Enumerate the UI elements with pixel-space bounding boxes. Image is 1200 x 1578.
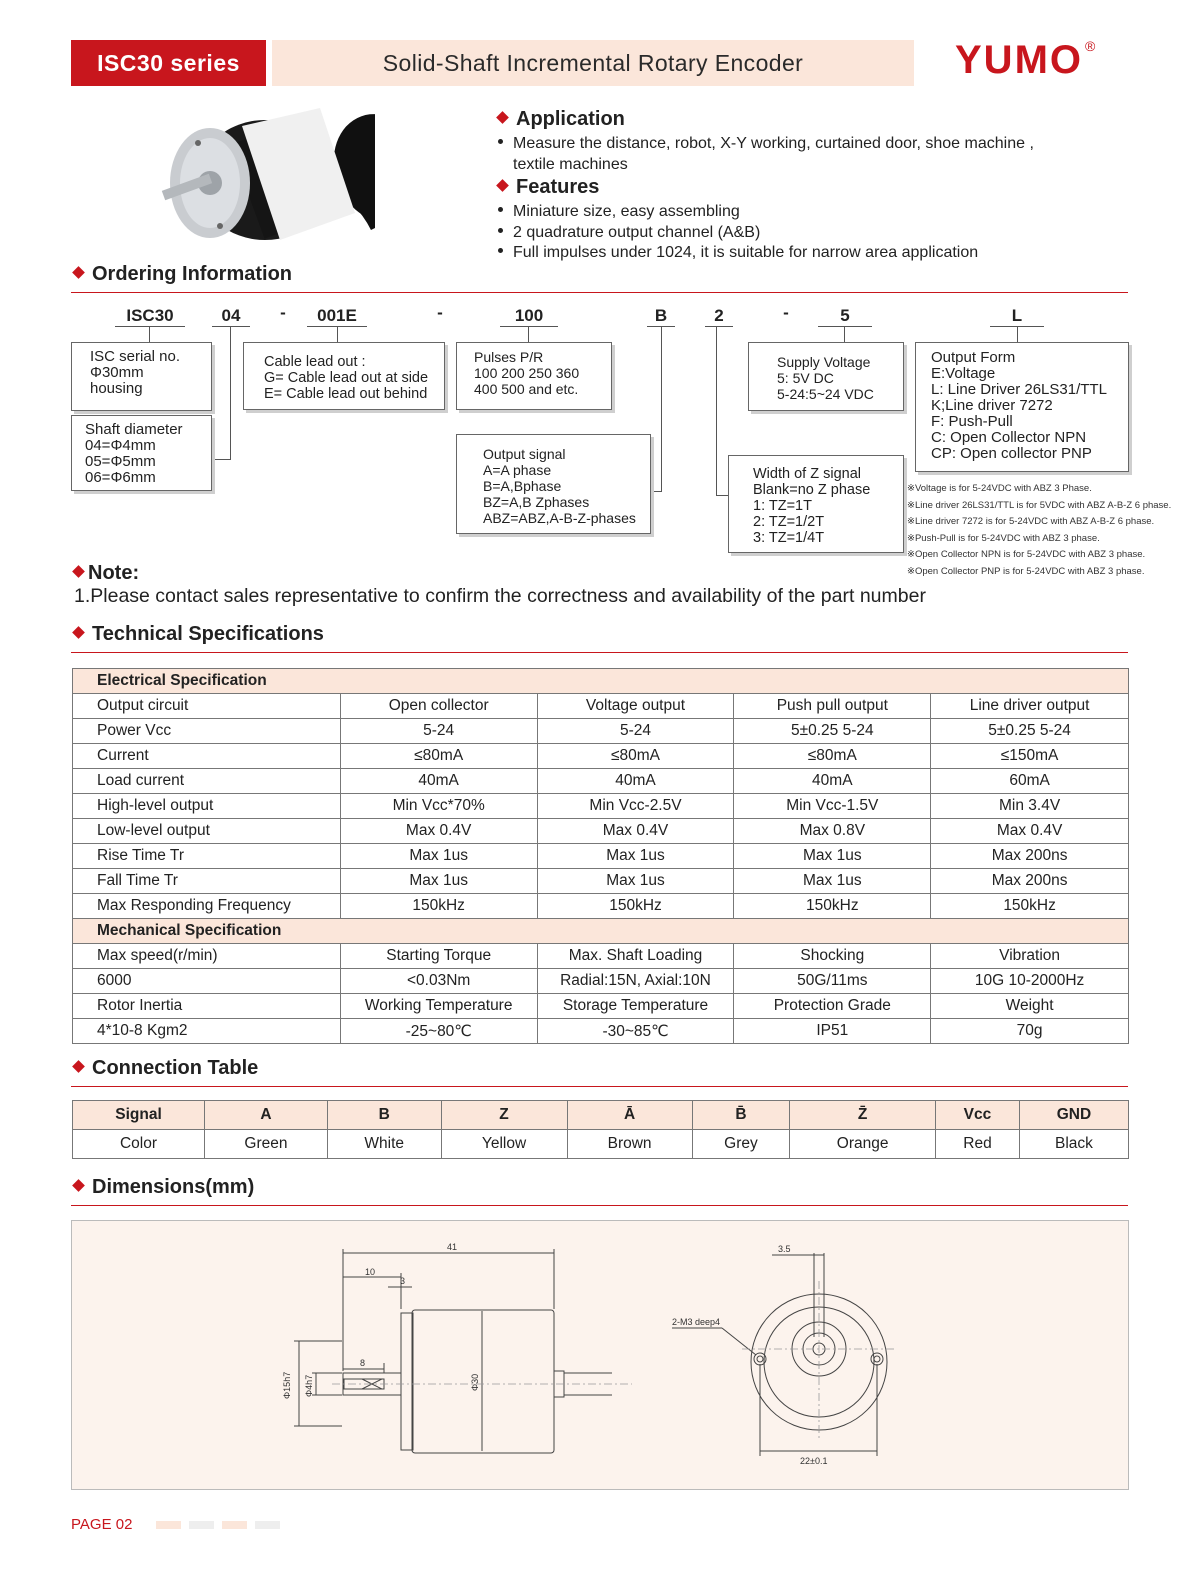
dim-label: Φ30 bbox=[470, 1373, 480, 1391]
table-cell: 50G/11ms bbox=[734, 969, 931, 994]
table-cell: Max 0.4V bbox=[931, 819, 1129, 844]
table-row bbox=[73, 869, 1129, 894]
table-cell: High-level output bbox=[73, 794, 341, 819]
mechanical-rows bbox=[73, 944, 1129, 1044]
list-item: Full impulses under 1024, it is suitable for narrow area application bbox=[498, 243, 978, 264]
table-cell: Voltage output bbox=[537, 694, 734, 719]
ordering-footnotes bbox=[907, 481, 1171, 580]
table-row bbox=[73, 694, 1129, 719]
table-cell: ≤150mA bbox=[931, 744, 1129, 769]
table-cell: 5-24 bbox=[340, 719, 537, 744]
table-cell: -30~85℃ bbox=[537, 1019, 734, 1044]
footer-decor-bar bbox=[156, 1521, 181, 1529]
table-cell: Orange bbox=[790, 1130, 936, 1159]
electrical-heading: Electrical Specification bbox=[73, 669, 1129, 694]
dim-label: 3.5 bbox=[778, 1244, 791, 1254]
dim-label: 22±0.1 bbox=[800, 1456, 828, 1466]
list-item: Miniature size, easy assembling bbox=[498, 202, 978, 223]
table-cell: Max 200ns bbox=[931, 844, 1129, 869]
features-heading: Features bbox=[498, 176, 599, 199]
shaft-box: Shaft diameter 04=Φ4mm 05=Φ5mm 06=Φ6mm bbox=[71, 415, 212, 491]
connector-line bbox=[716, 327, 717, 496]
diamond-bullet-icon bbox=[496, 179, 509, 192]
connector-line bbox=[1017, 327, 1018, 342]
list-item: 2 quadrature output channel (A&B) bbox=[498, 223, 978, 244]
table-cell: B bbox=[327, 1101, 441, 1130]
table-cell: Min Vcc-2.5V bbox=[537, 794, 734, 819]
table-cell: Brown bbox=[567, 1130, 692, 1159]
diamond-bullet-icon bbox=[72, 266, 85, 279]
footnote: ※Line driver 26LS31/TTL is for 5VDC with ABZ A-B-Z 6 phase. bbox=[907, 499, 1172, 511]
output-signal-box: Output signal A=A phase B=A,Bphase BZ=A,B Zphases ABZ=ABZ,A-B-Z-phases bbox=[456, 434, 651, 534]
connector-line bbox=[149, 327, 150, 342]
table-cell: ≤80mA bbox=[340, 744, 537, 769]
dim-label: Φ4h7 bbox=[304, 1374, 314, 1397]
table-cell: Min 3.4V bbox=[931, 794, 1129, 819]
table-cell: <0.03Nm bbox=[340, 969, 537, 994]
z-width-box: Width of Z signal Blank=no Z phase 1: TZ=1T 2: TZ=1/2T 3: TZ=1/4T bbox=[728, 455, 904, 553]
table-cell: Starting Torque bbox=[340, 944, 537, 969]
table-cell: 5±0.25 5-24 bbox=[931, 719, 1129, 744]
table-cell: 70g bbox=[931, 1019, 1129, 1044]
table-cell: Yellow bbox=[441, 1130, 567, 1159]
list-item: textile machines bbox=[513, 155, 628, 173]
table-row bbox=[73, 794, 1129, 819]
bullet-icon bbox=[498, 207, 503, 212]
table-cell: Output circuit bbox=[73, 694, 341, 719]
table-cell: Z̄ bbox=[790, 1101, 936, 1130]
code-shaft: 04 bbox=[212, 306, 250, 327]
brand-logo: YUMO bbox=[955, 38, 1083, 82]
table-cell: 40mA bbox=[340, 769, 537, 794]
features-list bbox=[498, 202, 978, 264]
table-cell: Protection Grade bbox=[734, 994, 931, 1019]
table-cell: Vibration bbox=[931, 944, 1129, 969]
table-cell: Working Temperature bbox=[340, 994, 537, 1019]
list-item: Measure the distance, robot, X-Y working, curtained door, shoe machine , bbox=[498, 134, 1034, 155]
table-cell: Ā bbox=[567, 1101, 692, 1130]
connector-line bbox=[661, 327, 662, 492]
footer-decor-bar bbox=[189, 1521, 214, 1529]
table-cell: Shocking bbox=[734, 944, 931, 969]
code-signal: B bbox=[647, 306, 675, 327]
table-cell: 150kHz bbox=[340, 894, 537, 919]
table-cell: Max 0.4V bbox=[340, 819, 537, 844]
table-row bbox=[73, 744, 1129, 769]
bullet-icon bbox=[498, 139, 503, 144]
electrical-rows bbox=[73, 694, 1129, 919]
table-cell: 150kHz bbox=[931, 894, 1129, 919]
connector-line bbox=[528, 327, 529, 342]
diamond-bullet-icon bbox=[72, 565, 85, 578]
diamond-bullet-icon bbox=[72, 1060, 85, 1073]
table-cell: 5±0.25 5-24 bbox=[734, 719, 931, 744]
table-row bbox=[73, 844, 1129, 869]
dim-label: 41 bbox=[447, 1242, 458, 1252]
section-divider bbox=[71, 652, 1128, 653]
table-cell: B̄ bbox=[692, 1101, 790, 1130]
table-row bbox=[73, 969, 1129, 994]
table-cell: Storage Temperature bbox=[537, 994, 734, 1019]
table-cell: -25~80℃ bbox=[340, 1019, 537, 1044]
connector-line bbox=[844, 327, 845, 342]
table-cell: Black bbox=[1019, 1130, 1128, 1159]
electrical-heading-row bbox=[73, 669, 1129, 694]
cable-box: Cable lead out : G= Cable lead out at side E= Cable lead out behind bbox=[243, 342, 445, 410]
table-row bbox=[73, 1019, 1129, 1044]
table-cell: Red bbox=[936, 1130, 1020, 1159]
table-cell: Grey bbox=[692, 1130, 790, 1159]
table-cell: Max Responding Frequency bbox=[73, 894, 341, 919]
table-cell: Line driver output bbox=[931, 694, 1129, 719]
application-list bbox=[498, 134, 1034, 175]
page-number: PAGE 02 bbox=[71, 1516, 133, 1533]
mechanical-heading: Mechanical Specification bbox=[73, 919, 1129, 944]
footnote: ※Open Collector NPN is for 5-24VDC with ABZ 3 phase. bbox=[907, 549, 1146, 560]
connection-table bbox=[72, 1100, 1129, 1159]
dim-label: 3 bbox=[400, 1276, 406, 1286]
code-dash: - bbox=[783, 303, 789, 322]
table-cell: Fall Time Tr bbox=[73, 869, 341, 894]
connector-line bbox=[212, 459, 231, 460]
code-cable: 001E bbox=[307, 306, 367, 327]
code-supply: 5 bbox=[818, 306, 872, 327]
table-cell: Open collector bbox=[340, 694, 537, 719]
table-cell: 60mA bbox=[931, 769, 1129, 794]
table-row bbox=[73, 944, 1129, 969]
table-cell: Signal bbox=[73, 1101, 205, 1130]
table-cell: White bbox=[327, 1130, 441, 1159]
code-dash: - bbox=[437, 303, 443, 322]
footnote: ※Open Collector PNP is for 5-24VDC with ABZ 3 phase. bbox=[907, 565, 1145, 577]
table-cell: Min Vcc*70% bbox=[340, 794, 537, 819]
footnote: ※Line driver 7272 is for 5-24VDC with ABZ A-B-Z 6 phase. bbox=[907, 516, 1155, 527]
table-cell: 40mA bbox=[537, 769, 734, 794]
dimensions-drawing-panel bbox=[71, 1220, 1129, 1490]
table-cell: Load current bbox=[73, 769, 341, 794]
diamond-bullet-icon bbox=[72, 626, 85, 639]
dim-label: 8 bbox=[360, 1358, 366, 1368]
table-cell: Green bbox=[205, 1130, 328, 1159]
table-cell: 10G 10-2000Hz bbox=[931, 969, 1129, 994]
table-cell: Max 1us bbox=[734, 869, 931, 894]
table-cell: Max 1us bbox=[537, 844, 734, 869]
note-heading: Note: bbox=[74, 562, 139, 585]
page-title: Solid-Shaft Incremental Rotary Encoder bbox=[272, 40, 914, 86]
table-cell: Weight bbox=[931, 994, 1129, 1019]
table-cell: Max 1us bbox=[340, 844, 537, 869]
table-cell: ≤80mA bbox=[537, 744, 734, 769]
table-cell: 150kHz bbox=[537, 894, 734, 919]
table-cell: 5-24 bbox=[537, 719, 734, 744]
table-row bbox=[73, 819, 1129, 844]
table-row bbox=[73, 719, 1129, 744]
table-cell: Color bbox=[73, 1130, 205, 1159]
table-cell: 4*10-8 Kgm2 bbox=[73, 1019, 341, 1044]
table-row bbox=[73, 894, 1129, 919]
serial-box: ISC serial no. Φ30mm housing bbox=[71, 342, 212, 411]
table-cell: Push pull output bbox=[734, 694, 931, 719]
table-cell: Z bbox=[441, 1101, 567, 1130]
registered-mark: ® bbox=[1085, 38, 1096, 54]
table-cell: Max 1us bbox=[537, 869, 734, 894]
table-cell: GND bbox=[1019, 1101, 1128, 1130]
table-cell: Max 0.4V bbox=[537, 819, 734, 844]
ordering-heading: Ordering Information bbox=[74, 263, 292, 286]
code-pulses: 100 bbox=[500, 306, 558, 327]
table-cell: 40mA bbox=[734, 769, 931, 794]
code-output-form: L bbox=[990, 306, 1044, 327]
series-tag: ISC30 series bbox=[71, 40, 266, 86]
section-divider bbox=[71, 292, 1128, 293]
code-series: ISC30 bbox=[115, 306, 185, 327]
table-cell: A bbox=[205, 1101, 328, 1130]
table-cell: 150kHz bbox=[734, 894, 931, 919]
dim-label: 2-M3 deep4 bbox=[672, 1317, 721, 1327]
connector-line bbox=[337, 327, 338, 342]
pulses-box: Pulses P/R 100 200 250 360 400 500 and etc. bbox=[456, 342, 612, 410]
table-cell: 6000 bbox=[73, 969, 341, 994]
table-cell: Low-level output bbox=[73, 819, 341, 844]
table-row bbox=[73, 769, 1129, 794]
footer-decor-bar bbox=[222, 1521, 247, 1529]
connection-color-row bbox=[73, 1130, 1129, 1159]
spec-table bbox=[72, 668, 1129, 1044]
code-dash: - bbox=[280, 303, 286, 322]
footer-decor-bar bbox=[255, 1521, 280, 1529]
dimensions-heading: Dimensions(mm) bbox=[74, 1176, 254, 1199]
table-cell: Max. Shaft Loading bbox=[537, 944, 734, 969]
diamond-bullet-icon bbox=[496, 111, 509, 124]
bullet-icon bbox=[498, 228, 503, 233]
footnote: ※Voltage is for 5-24VDC with ABZ 3 Phase. bbox=[907, 483, 1092, 494]
output-form-box: Output Form E:Voltage L: Line Driver 26LS31/TTL K;Line driver 7272 F: Push-Pull C: Open Collector NPN CP: Open collector PNP bbox=[915, 342, 1129, 472]
footnote: ※Push-Pull is for 5-24VDC with ABZ 3 phase. bbox=[907, 532, 1100, 544]
dimension-drawing bbox=[72, 1221, 1128, 1489]
mechanical-heading-row bbox=[73, 919, 1129, 944]
table-cell: Min Vcc-1.5V bbox=[734, 794, 931, 819]
connector-line bbox=[230, 327, 231, 460]
table-cell: Power Vcc bbox=[73, 719, 341, 744]
table-cell: Rise Time Tr bbox=[73, 844, 341, 869]
table-cell: Vcc bbox=[936, 1101, 1020, 1130]
table-cell: Rotor Inertia bbox=[73, 994, 341, 1019]
table-cell: Current bbox=[73, 744, 341, 769]
table-cell: Max 1us bbox=[734, 844, 931, 869]
section-divider bbox=[71, 1086, 1128, 1087]
table-cell: Max speed(r/min) bbox=[73, 944, 341, 969]
section-divider bbox=[71, 1205, 1128, 1206]
dim-label: Φ15h7 bbox=[282, 1371, 292, 1399]
table-cell: IP51 bbox=[734, 1019, 931, 1044]
application-heading: Application bbox=[498, 108, 625, 131]
tech-heading: Technical Specifications bbox=[74, 623, 324, 646]
encoder-product-image bbox=[150, 108, 375, 258]
bullet-icon bbox=[498, 248, 503, 253]
connection-header-row bbox=[73, 1101, 1129, 1130]
note-text: 1.Please contact sales representative to confirm the correctness and availability of the part number bbox=[74, 585, 926, 607]
table-row bbox=[73, 994, 1129, 1019]
dim-label: 10 bbox=[365, 1267, 376, 1277]
connector-line bbox=[651, 491, 662, 492]
table-cell: Radial:15N, Axial:10N bbox=[537, 969, 734, 994]
code-z-width: 2 bbox=[705, 306, 733, 327]
table-cell: Max 0.8V bbox=[734, 819, 931, 844]
table-cell: ≤80mA bbox=[734, 744, 931, 769]
table-cell: Max 200ns bbox=[931, 869, 1129, 894]
diamond-bullet-icon bbox=[72, 1179, 85, 1192]
connection-heading: Connection Table bbox=[74, 1057, 258, 1080]
table-cell: Max 1us bbox=[340, 869, 537, 894]
supply-box: Supply Voltage 5: 5V DC 5-24:5~24 VDC bbox=[748, 342, 904, 411]
